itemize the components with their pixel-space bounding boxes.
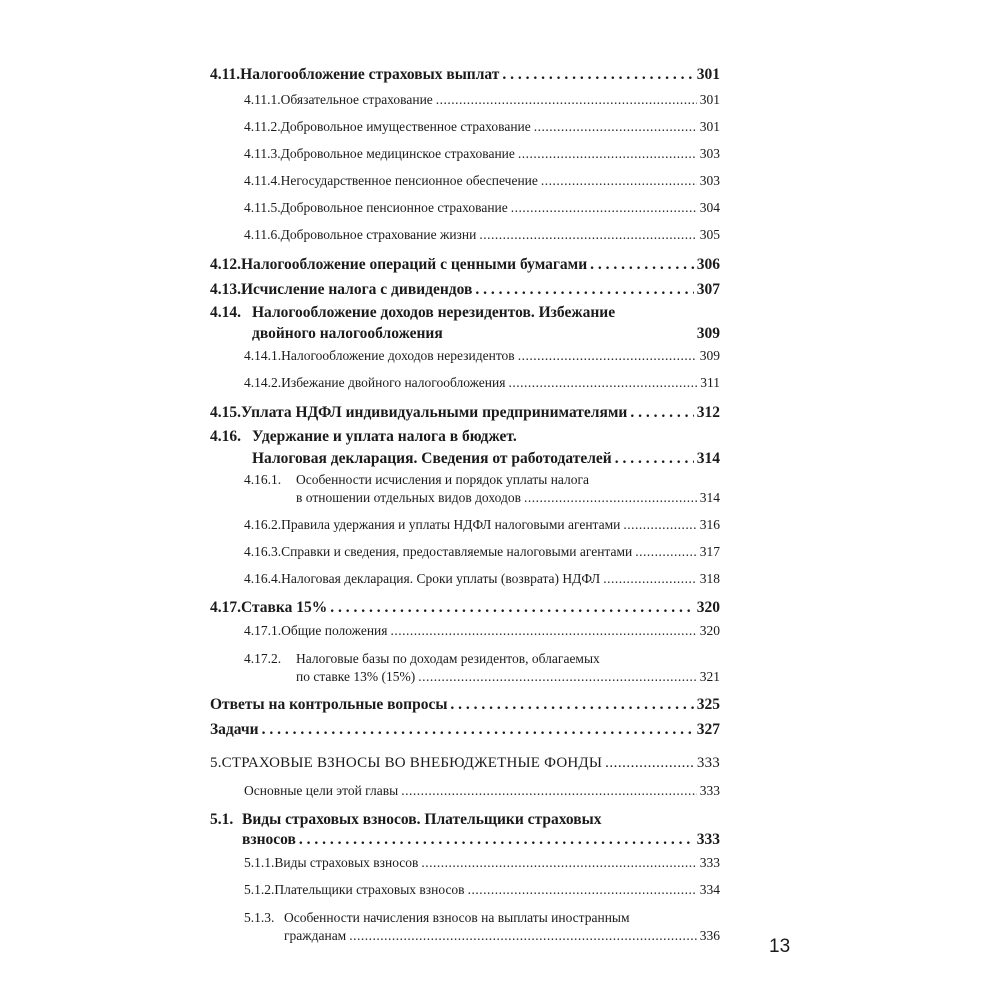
entry-title: СТРАХОВЫЕ ВЗНОСЫ ВО ВНЕБЮДЖЕТНЫЕ ФОНДЫ <box>221 755 603 771</box>
leader-dots <box>421 855 696 871</box>
entry-page: 309 <box>699 348 720 363</box>
toc-entry-4-16-cont <box>252 450 720 468</box>
toc-entry-4-16-1-cont <box>296 490 720 506</box>
entry-page: 306 <box>696 256 720 273</box>
entry-title: Исчисление налога с дивидендов <box>241 281 473 298</box>
entry-page: 301 <box>699 119 720 134</box>
leader-dots <box>518 348 697 364</box>
leader-dots <box>518 146 697 162</box>
toc-entry-4-17-2-cont <box>296 669 720 685</box>
entry-page: 314 <box>696 450 720 467</box>
toc-entry-4-11-4 <box>244 173 720 189</box>
toc-entry-4-11-1 <box>244 92 720 108</box>
entry-number: 4.11.5. <box>244 200 281 215</box>
leader-dots <box>603 571 697 587</box>
entry-page: 334 <box>699 882 720 897</box>
entry-title: Виды страховых взносов. Плательщики страховых <box>242 811 602 828</box>
toc-entry-4-11-2 <box>244 119 720 135</box>
entry-title: Уплата НДФЛ индивидуальными предпринимателями <box>241 404 628 421</box>
entry-number: 4.14.1. <box>244 348 282 363</box>
leader-dots <box>349 928 697 944</box>
toc-entry-5-1-cont <box>242 831 720 849</box>
leader-dots <box>401 783 697 799</box>
entry-page: 303 <box>699 146 720 161</box>
entry-number: 4.16. <box>210 428 241 445</box>
leader-dots <box>262 721 694 739</box>
entry-title: Особенности исчисления и порядок уплаты налога <box>296 472 590 487</box>
entry-title: Негосударственное пенсионное обеспечение <box>280 173 538 188</box>
toc-entry-4-13 <box>210 281 720 299</box>
entry-number: 5.1.2. <box>244 882 275 897</box>
entry-page: 317 <box>699 544 720 559</box>
leader-dots <box>479 227 696 243</box>
leader-dots <box>623 517 696 533</box>
leader-dots <box>299 831 694 849</box>
entry-number: 4.17. <box>210 599 241 616</box>
entry-page: 336 <box>699 928 720 943</box>
entry-title: Налогообложение доходов нерезидентов <box>281 348 515 363</box>
toc-entry-4-14-cont <box>252 325 720 343</box>
toc-entry-4-14-2 <box>244 375 720 391</box>
toc-entry-4-17-2 <box>244 651 720 667</box>
toc-entry-4-14-1 <box>244 348 720 364</box>
entry-title: Добровольное пенсионное страхование <box>280 200 508 215</box>
entry-title-cont: взносов <box>242 831 296 848</box>
page-number: 13 <box>769 936 791 957</box>
entry-number: 4.11.1. <box>244 92 281 107</box>
entry-title: Добровольное страхование жизни <box>280 227 477 242</box>
entry-page: 333 <box>699 783 720 798</box>
leader-dots <box>534 119 697 135</box>
entry-page: 333 <box>699 855 720 870</box>
entry-page: 333 <box>696 831 720 848</box>
entry-number: 4.17.1. <box>244 623 282 638</box>
entry-number: 4.11.3. <box>244 146 281 161</box>
toc-entry-4-16-4 <box>244 571 720 587</box>
toc-entry-answers <box>210 696 720 714</box>
entry-title: Налогообложение доходов нерезидентов. Избежание <box>252 304 616 321</box>
entry-page: 304 <box>699 200 720 215</box>
toc-entry-4-11-3 <box>244 146 720 162</box>
entry-number: 4.11. <box>210 66 241 83</box>
toc-entry-4-15 <box>210 404 720 422</box>
entry-title: Удержание и уплата налога в бюджет. <box>252 428 517 445</box>
leader-dots <box>475 281 693 299</box>
entry-number: 4.13. <box>210 281 241 298</box>
toc-entry-goals <box>244 783 720 799</box>
entry-number: 4.12. <box>210 256 241 273</box>
leader-dots <box>630 404 693 422</box>
leader-dots <box>502 66 693 84</box>
entry-number: 4.11.4. <box>244 173 281 188</box>
entry-page: 311 <box>700 375 720 390</box>
leader-dots <box>635 544 696 560</box>
entry-page: 314 <box>699 490 720 505</box>
toc-entry-5-1 <box>210 811 720 829</box>
entry-title: Основные цели этой главы <box>244 783 399 798</box>
toc-entry-4-16-3 <box>244 544 720 560</box>
entry-page: 307 <box>696 281 720 298</box>
entry-title: Налоговая декларация. Сроки уплаты (возврата) НДФЛ <box>281 571 601 586</box>
entry-title: Ответы на контрольные вопросы <box>210 696 448 713</box>
entry-title: Налоговые базы по доходам резидентов, облагаемых <box>296 651 600 666</box>
entry-title: Добровольное медицинское страхование <box>280 146 515 161</box>
entry-number: 4.17.2. <box>244 651 282 666</box>
entry-title: Обязательное страхование <box>280 92 433 107</box>
entry-number: 4.11.6. <box>244 227 281 242</box>
leader-dots <box>330 599 694 617</box>
entry-title-cont: гражданам <box>284 928 347 943</box>
entry-title-cont: Налоговая декларация. Сведения от работодателей <box>252 450 612 467</box>
entry-page: 327 <box>696 721 720 738</box>
entry-title: Добровольное имущественное страхование <box>280 119 531 134</box>
entry-number: 4.16.4. <box>244 571 282 586</box>
entry-page: 318 <box>699 571 720 586</box>
entry-title: Налогообложение операций с ценными бумагами <box>241 256 588 273</box>
entry-title: Общие положения <box>281 623 388 638</box>
entry-title: Избежание двойного налогообложения <box>281 375 506 390</box>
entry-page: 320 <box>696 599 720 616</box>
toc-entry-5-1-3 <box>244 910 720 926</box>
entry-title: Ставка 15% <box>241 599 328 616</box>
entry-number: 5.1. <box>210 811 234 828</box>
entry-number: 4.16.2. <box>244 517 282 532</box>
toc-entry-4-11-5 <box>244 200 720 216</box>
entry-page: 321 <box>699 669 720 684</box>
entry-page: 309 <box>696 325 720 342</box>
toc-entry-4-11-6 <box>244 227 720 243</box>
entry-page: 325 <box>696 696 720 713</box>
entry-title: Особенности начисления взносов на выплаты иностранным <box>284 910 630 925</box>
toc-entry-tasks <box>210 721 720 739</box>
entry-page: 320 <box>699 623 720 638</box>
leader-dots <box>508 375 697 391</box>
leader-dots <box>468 882 697 898</box>
leader-dots <box>524 490 697 506</box>
entry-number: 5. <box>210 755 222 771</box>
entry-page: 301 <box>699 92 720 107</box>
entry-title: Виды страховых взносов <box>274 855 419 870</box>
entry-number: 4.16.1. <box>244 472 282 487</box>
leader-dots <box>418 669 697 685</box>
entry-title: Справки и сведения, предоставляемые налоговыми агентами <box>281 544 633 559</box>
leader-dots <box>605 755 694 772</box>
toc-entry-4-16 <box>210 428 720 446</box>
entry-page: 316 <box>699 517 720 532</box>
entry-page: 301 <box>696 66 720 83</box>
entry-title-cont: в отношении отдельных видов доходов <box>296 490 521 505</box>
toc-entry-4-11 <box>210 66 720 84</box>
entry-number: 4.14. <box>210 304 241 321</box>
toc-entry-4-16-1 <box>244 472 720 488</box>
toc-entry-4-14 <box>210 304 720 322</box>
entry-number: 5.1.1. <box>244 855 275 870</box>
toc-chapter-5 <box>210 755 720 772</box>
toc-entry-4-17-1 <box>244 623 720 639</box>
leader-dots <box>615 450 694 468</box>
entry-page: 305 <box>699 227 720 242</box>
toc-entry-5-1-2 <box>244 882 720 898</box>
entry-title-cont: по ставке 13% (15%) <box>296 669 416 684</box>
toc-entry-5-1-1 <box>244 855 720 871</box>
entry-page: 312 <box>696 404 720 421</box>
entry-number: 5.1.3. <box>244 910 275 925</box>
entry-title: Плательщики страховых взносов <box>274 882 465 897</box>
toc-entry-4-16-2 <box>244 517 720 533</box>
toc-entry-5-1-3-cont <box>284 928 720 944</box>
leader-dots <box>436 92 697 108</box>
leader-dots <box>450 696 693 714</box>
toc-entry-4-17 <box>210 599 720 617</box>
entry-title: Налогообложение страховых выплат <box>240 66 500 83</box>
leader-dots <box>590 256 694 274</box>
entry-number: 4.16.3. <box>244 544 282 559</box>
leader-dots <box>541 173 697 189</box>
entry-page: 303 <box>699 173 720 188</box>
entry-number: 4.11.2. <box>244 119 281 134</box>
toc-entry-4-12 <box>210 256 720 274</box>
entry-title: Правила удержания и уплаты НДФЛ налоговыми агентами <box>281 517 621 532</box>
entry-number: 4.14.2. <box>244 375 282 390</box>
entry-number: 4.15. <box>210 404 241 421</box>
leader-dots <box>511 200 697 216</box>
entry-title: Задачи <box>210 721 259 738</box>
entry-title-cont: двойного налогообложения <box>252 325 443 342</box>
entry-page: 333 <box>696 755 720 771</box>
leader-dots <box>390 623 696 639</box>
